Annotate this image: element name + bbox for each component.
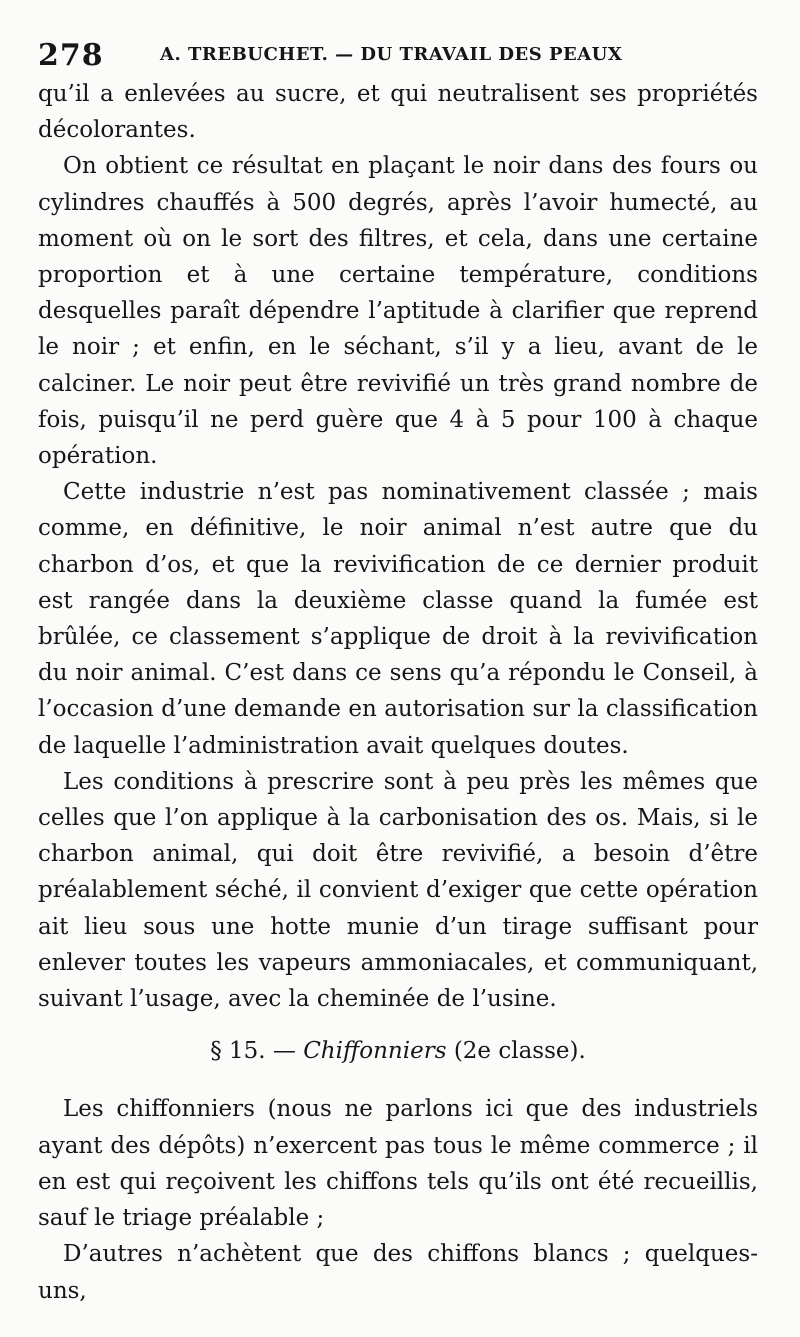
paragraph-continuation: qu’il a enlevées au sucre, et qui neutralisent ses propriétés décolorantes. <box>38 81 758 144</box>
page-header <box>38 36 758 76</box>
body-text <box>38 76 758 1309</box>
running-head: A. TREBUCHET. — DU TRAVAIL DES PEAUX <box>160 44 623 65</box>
paragraph: Cette industrie n’est pas nominativement classée ; mais comme, en définitive, le noir animal n’est autre que du charbon d’os, et que la revivification de ce dernier produit est rangée dans la deuxième classe quand la fumée est brûlée, ce classement s’applique de droit à la revivification du noir animal. C’est dans ce sens qu’a répondu le Conseil, à l’occasion d’une demande en autorisation sur la classification de laquelle l’administration avait quelques doutes. <box>38 479 758 759</box>
paragraph: Les chiffonniers (nous ne parlons ici que des industriels ayant des dépôts) n’exercent pas tous le même commerce ; il en est qui reçoivent les chiffons tels qu’ils ont été recueillis, sauf le triage préalable ; <box>38 1096 758 1232</box>
page-number: 278 <box>38 38 104 73</box>
paragraph: On obtient ce résultat en plaçant le noir dans des fours ou cylindres chauffés à 500 degrés, après l’avoir humecté, au moment où on le sort des filtres, et cela, dans une certaine proportion et à une certaine température, conditions desquelles paraît dépendre l’aptitude à clarifier que reprend le noir ; et enfin, en le séchant, s’il y a lieu, avant de le calciner. Le noir peut être revivifié un très grand nombre de fois, puisqu’il ne perd guère que 4 à 5 pour 100 à chaque opération. <box>38 153 758 470</box>
paragraph: Les conditions à prescrire sont à peu près les mêmes que celles que l’on applique à la carbonisation des os. Mais, si le charbon animal, qui doit être revivifié, a besoin d’être préalablement séché, il convient d’exiger que cette opération ait lieu sous une hotte munie d’un tirage suffisant pour enlever toutes les vapeurs ammoniacales, et communiquant, suivant l’usage, avec la cheminée de l’usine. <box>38 768 758 1013</box>
section-title: Chiffonniers <box>303 1038 447 1065</box>
paragraph-truncated: D’autres n’achètent que des chiffons blancs ; quelques-uns, <box>38 1241 758 1304</box>
section-number: § 15. — <box>210 1038 296 1065</box>
section-heading <box>38 1033 758 1069</box>
section-class: (2e classe). <box>453 1038 586 1065</box>
